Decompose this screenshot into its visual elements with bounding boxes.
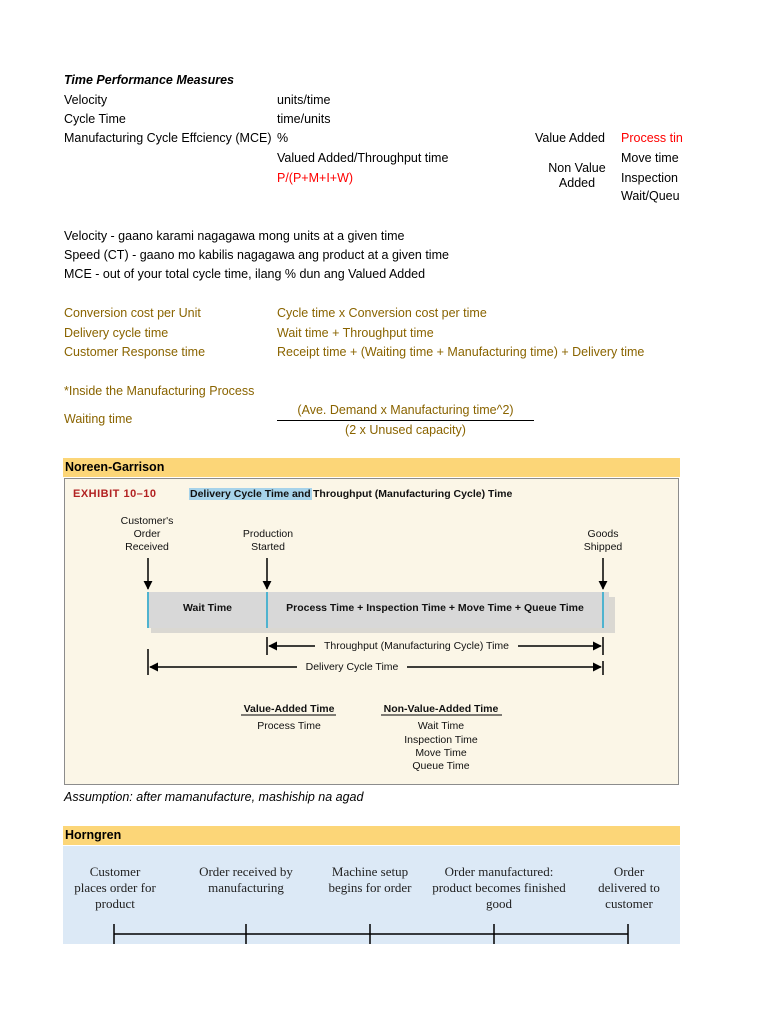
delivery-cycle-label: Delivery Cycle Time [305, 661, 399, 673]
definition-velocity: Velocity - gaano karami nagagawa mong units at a given time [64, 229, 405, 243]
measure-name-mce: Manufacturing Cycle Effciency (MCE) [64, 131, 272, 145]
waiting-numerator: (Ave. Demand x Manufacturing time^2) [297, 403, 514, 417]
mce-formula-text: Valued Added/Throughput time [277, 151, 449, 165]
formula-name-response: Customer Response time [64, 345, 206, 359]
horngren-step-3: Machine setup begins for order [328, 864, 412, 895]
measure-unit-velocity: units/time [277, 93, 331, 107]
horngren-header: Horngren [63, 826, 680, 845]
horngren-step-5: Order delivered to customer [598, 864, 660, 911]
horngren-step-4: Order manufactured: product becomes finished good [432, 864, 566, 911]
nva-item-move: Move time [621, 151, 679, 165]
milestone-goods-shipped: Goods Shipped [583, 528, 623, 553]
throughput-label: Throughput (Manufacturing Cycle) Time [324, 640, 509, 652]
inside-note: *Inside the Manufacturing Process [64, 384, 255, 398]
waiting-time-label: Waiting time [64, 412, 133, 426]
measure-name-velocity: Velocity [64, 93, 108, 107]
measure-name-cycle-time: Cycle Time [64, 112, 126, 126]
horngren-timeline [63, 846, 680, 944]
noreen-header: Noreen-Garrison [63, 458, 680, 477]
wait-time-box: Wait Time [182, 602, 232, 614]
exhibit-figure [64, 478, 679, 785]
nva-move-time: Move Time [415, 747, 467, 759]
nva-item-wait: Wait/Queu [621, 189, 680, 203]
measure-unit-cycle-time: time/units [277, 112, 331, 126]
nva-inspection-time: Inspection Time [404, 734, 478, 746]
definition-mce: MCE - out of your total cycle time, ilang % dun ang Valued Added [64, 267, 426, 281]
nva-wait-time: Wait Time [417, 720, 465, 732]
formula-conversion: Cycle time x Conversion cost per time [277, 306, 487, 320]
fraction-bar [277, 420, 534, 421]
value-added-item-process: Process Time [257, 720, 321, 732]
horngren-axis [63, 846, 680, 944]
assumption-note: Assumption: after mamanufacture, mashiship na agad [64, 790, 364, 804]
nva-queue-time: Queue Time [412, 760, 470, 772]
process-time-box: Process Time + Inspection Time + Move Time + Queue Time [286, 602, 584, 614]
milestone-production-started: Production Started [242, 528, 294, 553]
formula-delivery: Wait time + Throughput time [277, 326, 434, 340]
formula-name-delivery: Delivery cycle time [64, 326, 169, 340]
non-value-added-label: Non Value Added [548, 161, 606, 190]
exhibit-label: EXHIBIT 10–10 [73, 488, 157, 500]
horngren-step-2: Order received by manufacturing [199, 864, 293, 895]
horngren-step-1: Customer places order for product [74, 864, 156, 911]
page-title: Time Performance Measures [64, 73, 234, 87]
formula-response: Receipt time + (Waiting time + Manufacturing time) + Delivery time [277, 345, 645, 359]
process-time-item: Process tin [621, 131, 683, 145]
mce-formula-letters: P/(P+M+I+W) [277, 171, 354, 185]
exhibit-title: Throughput (Manufacturing Cycle) Time [313, 488, 513, 500]
exhibit-title-highlight: Delivery Cycle Time and [190, 488, 311, 500]
waiting-denominator: (2 x Unused capacity) [345, 423, 466, 437]
value-added-heading: Value-Added Time [243, 703, 335, 715]
nva-item-inspection: Inspection [621, 171, 678, 185]
non-value-added-heading: Non-Value-Added Time [383, 703, 499, 715]
definition-speed: Speed (CT) - gaano mo kabilis nagagawa ang product at a given time [64, 248, 449, 262]
value-added-label: Value Added [535, 131, 605, 145]
formula-name-conversion: Conversion cost per Unit [64, 306, 201, 320]
milestone-order-received: Customer's Order Received [120, 515, 174, 553]
measure-unit-mce: % [277, 131, 289, 145]
